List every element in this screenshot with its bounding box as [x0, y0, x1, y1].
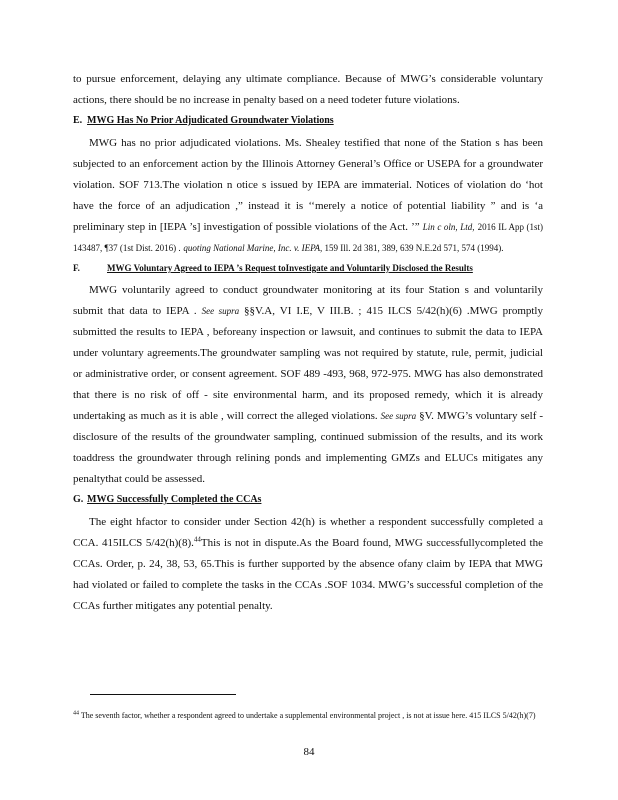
section-letter-e: E. — [73, 115, 83, 126]
paragraph-prior-violations — [73, 133, 543, 259]
footnote-reference[interactable]: 44 — [193, 535, 201, 544]
section-heading-g — [73, 494, 543, 506]
paragraph-continued: to pursue enforcement, delaying any ultimate compliance. Because of MWG’s considerable voluntary actions, there should be no increase in penalty based on a need todeter future violations. — [73, 73, 543, 106]
footnote-number: 44 — [73, 710, 79, 717]
paragraph-g-part-1: The eight hfactor to consider under Section 42(h) is whether a respondent successfully completed a CCA. 415ILCS 5/42(h)(8). — [73, 516, 543, 549]
section-title-e: MWG Has No Prior Adjudicated Groundwater Violations — [87, 115, 334, 126]
section-title-g: MWG Successfully Completed the CCAs — [87, 494, 262, 505]
footnote-divider — [90, 694, 236, 695]
paragraph-g-part-2: This is not in dispute.As the Board found, MWG successfullycompleted the CCAs. Order, p. 24, 38, 53, 65.This is further supported by the absence ofany claim by IEPA that MWG had violated or failed to complete the tasks in the CCAs .SOF 1034. MWG’s successful completion of the CCAs further mitigates any potential penalty. — [73, 537, 543, 612]
section-heading-e — [73, 115, 543, 127]
citation-quoting: quoting National Marine, Inc. v. IEPA — [183, 243, 320, 253]
section-letter-f: F. — [73, 263, 80, 273]
paragraph-voluntary-disclosure — [73, 280, 543, 490]
paragraph-f-part-1: MWG voluntarily agreed to conduct groundwater monitoring at its four Station s and voluntarily submit that data to IEPA . — [73, 284, 543, 317]
section-letter-g: G. — [73, 494, 84, 505]
page-body — [73, 69, 543, 617]
section-title-f: MWG Voluntary Agreed to IEPA ’s Request toInvestigate and Voluntarily Disclosed the Results — [107, 263, 473, 273]
paragraph-e-text: MWG has no prior adjudicated violations. Ms. Shealey testified that none of the Station s has been subjected to an enforcement action by the Illinois Attorney General’s Office or USEPA for a groundwater violation. SOF 713.The violation n otice s issued by IEPA are immaterial. Notices of violation do ‘hot have the force of an adjudication ,” instead it is ‘‘merely a notice of potential liability ” and is ‘a preliminary step in [IEPA ’s] investigation of possible violations of the Act. ’” — [73, 137, 543, 233]
page-number: 84 — [303, 746, 315, 758]
citation-reporter-2: , 159 Ill. 2d 381, 389, 639 N.E.2d 571, 574 (1994). — [319, 243, 504, 253]
section-heading-f — [73, 263, 543, 274]
footnote — [73, 711, 543, 721]
paragraph-cca-completion — [73, 512, 543, 617]
citation-reporter: 2016 IL App (1st) 143487, ¶37 (1st Dist. 2016) . — [73, 222, 544, 253]
paragraph-f-part-3: §V. MWG’s voluntary self -disclosure of the results of the groundwater sampling, continued submission of the results, and its work toaddress the groundwater through relining ponds and implementing GMZs and ELUCs mitigates any penaltythat could be assessed. — [73, 410, 544, 485]
citation-case-name: Lin c oln, Ltd, — [422, 222, 475, 232]
paragraph-f-part-2: §§V.A, VI I.E, V III.B. ; 415 ILCS 5/42(h)(6) .MWG promptly submitted the results to IEPA , beforeany inspection or lawsuit, and continues to submit the data to IEPA under voluntary agreements.The groundwater sampling was not required by statute, rule, permit, judicial or administrative order, or consent agreement. SOF 489 -493, 968, 972-975. MWG has also demonstrated that there is no risk of off - site environmental harm, and its proposed remedy, which it is already undertaking as much as it is able , will correct the alleged violations. — [73, 305, 543, 422]
see-supra-2: See supra — [380, 411, 417, 421]
see-supra-1: See supra — [201, 306, 240, 316]
footnote-text: The seventh factor, whether a respondent agreed to undertake a supplemental environmental project , is not at issue here. 415 ILCS 5/42(h)(7) — [80, 711, 536, 720]
